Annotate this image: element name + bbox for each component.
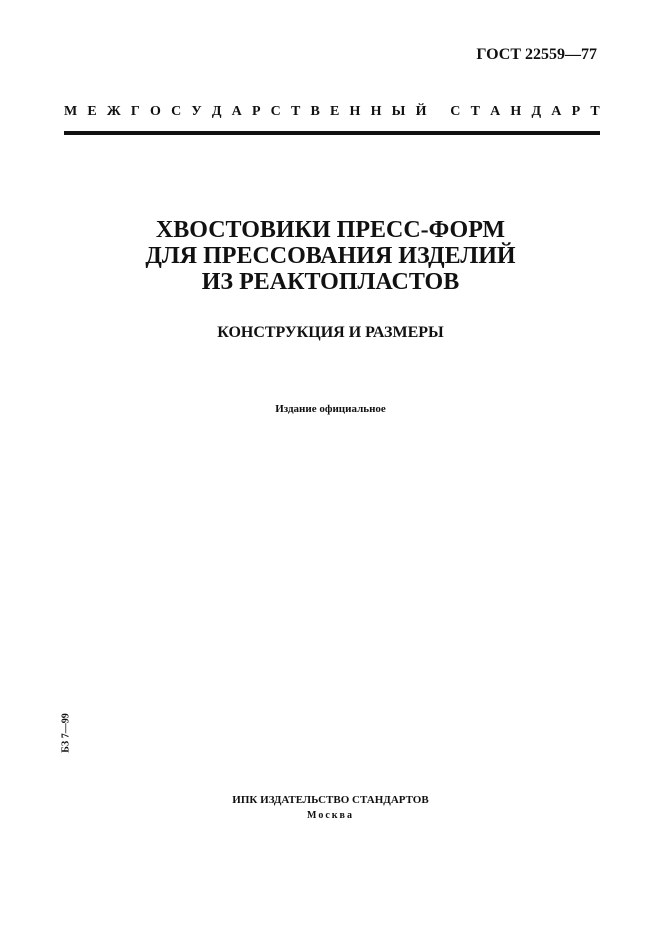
- header-divider: [64, 131, 600, 135]
- document-number: ГОСТ 22559—77: [476, 46, 597, 63]
- document-title: [0, 217, 661, 295]
- edition-note: Издание официальное: [275, 403, 386, 415]
- publisher-name: ИПК ИЗДАТЕЛЬСТВО СТАНДАРТОВ: [232, 794, 429, 806]
- standard-type-letter: У: [191, 104, 202, 119]
- standard-type-letter: Ж: [106, 104, 121, 119]
- standard-type-letter: В: [310, 104, 320, 119]
- standard-type-letter: Р: [571, 104, 581, 119]
- standard-type-letter: С: [270, 104, 281, 119]
- standard-type-letter: С: [450, 104, 461, 119]
- title-line-3: ИЗ РЕАКТОПЛАСТОВ: [201, 269, 460, 295]
- title-line-2: ДЛЯ ПРЕССОВАНИЯ ИЗДЕЛИЙ: [145, 243, 516, 269]
- standard-type-letter: А: [490, 104, 501, 119]
- title-line-1: ХВОСТОВИКИ ПРЕСС-ФОРМ: [155, 217, 506, 243]
- standard-type-letter: Й: [415, 104, 427, 119]
- standard-type-letter: Н: [349, 104, 361, 119]
- standard-type-letter: А: [231, 104, 242, 119]
- standard-type-letter: Р: [251, 104, 261, 119]
- standard-type-letter: Т: [590, 104, 600, 119]
- standard-type-letter: Г: [130, 104, 140, 119]
- standard-type-letter: С: [171, 104, 182, 119]
- publisher-city: Москва: [307, 810, 354, 821]
- document-subtitle: КОНСТРУКЦИЯ И РАЗМЕРЫ: [217, 324, 444, 341]
- standard-type-letter: Д: [531, 104, 542, 119]
- standard-type-letter: Т: [290, 104, 301, 119]
- standard-type-letter: Т: [470, 104, 480, 119]
- standard-type-letter: Н: [510, 104, 522, 119]
- standard-type-letter: М: [64, 104, 78, 119]
- standard-type-letter: Е: [330, 104, 340, 119]
- standard-type-letter: А: [551, 104, 562, 119]
- standard-type-letter: [437, 104, 441, 120]
- standard-type-letter: Е: [87, 104, 97, 119]
- standard-type-letter: Н: [370, 104, 382, 119]
- standard-type-letter: Д: [211, 104, 222, 119]
- standard-type-letter: О: [150, 104, 161, 119]
- standard-type-heading: [64, 104, 600, 120]
- side-code: БЗ 7—99: [60, 713, 72, 753]
- standard-type-letter: Ы: [391, 104, 406, 119]
